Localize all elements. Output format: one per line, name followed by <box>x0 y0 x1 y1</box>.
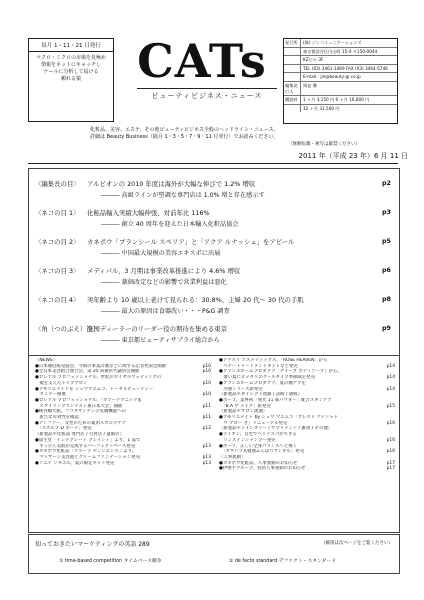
publisher-label <box>284 73 301 81</box>
news-index-right <box>219 358 395 472</box>
index-entry-text: 〈新製品＊トイレタリー / サプリメント / 雑貨 / その他〉 <box>219 426 333 432</box>
toc-title: 実年齢より 10 歳以上老けて見られる：30.8%、主婦 20 代～ 30 代の手肌 <box>87 296 304 304</box>
index-entry-text: ●桃谷順天館、フコキサンチンの皮膚機能への <box>35 409 126 415</box>
publisher-value: E-mail：jin@beauty-gr.co.jp <box>303 74 361 80</box>
publisher-row <box>284 65 397 74</box>
toc-subtitle: ――― 東京都ビューティサプライ総合から <box>101 337 220 344</box>
publisher-label <box>284 65 301 73</box>
index-entry[interactable] <box>219 466 395 472</box>
toc-title: アルビオンの 2010 年度は海外が大幅な伸びで 1.2% 増収 <box>87 180 256 188</box>
toc-title: カネボウ「ブランシール スペリア」と「アクア ルナッシュ」をアピール <box>87 238 295 246</box>
news-index-left <box>35 358 211 466</box>
index-entry-text: 髪を支えたトップサロン <box>35 380 88 386</box>
toc-subtitle: ――― 創立 40 周年を迎えた日本輸入化粧品協会 <box>101 221 239 228</box>
index-entry-text: ●アモリエメイドを シュウウエムラ、トータルビューティー <box>35 386 154 392</box>
index-entry-text: 「B.A ザ メイク」新発売 <box>219 403 271 409</box>
index-entry-page: p17 <box>386 460 395 466</box>
publisher-row <box>284 56 397 65</box>
publisher-row <box>284 105 397 113</box>
index-entry-text: ●クラシエホームプロダクツ、夏の潮ケアを <box>219 380 306 386</box>
index-entry-text: ●ライオン、自宅でヘッドスパができる <box>219 432 297 438</box>
marketing-english-item: ① time-based competition タイムベース競争 <box>59 559 162 564</box>
masthead-subtitle: ビューティビジネス・ニュース <box>137 88 277 101</box>
tagline <box>29 52 113 83</box>
index-entry-text: 「スカルプ D ボーテ」発売 <box>35 426 92 432</box>
index-entry-page: p17 <box>386 466 395 472</box>
index-entry-page: p12 <box>202 426 211 432</box>
marketing-english-box <box>28 534 400 574</box>
tagline-line: マクロ・ミクロの市場を見極め <box>35 55 106 61</box>
publisher-value: (株) ジンコミュニケーションズ <box>303 40 362 45</box>
index-entry-text: 〈新製品＊サロン流通〉 <box>219 409 268 415</box>
toc-page: p3 <box>381 208 391 216</box>
publisher-value: TEL (03) 3461-1469 FAX (03) 3464-5746 <box>303 65 388 71</box>
index-entry-text: すっぴん美肌が完成するパーフェクトベース発売 <box>35 443 136 449</box>
index-entry-text: ●カネボウ化粧品、人事異動のお知らせ <box>219 460 298 466</box>
intro-line: 化粧品、美容、エステ、その他ビューティビジネス全般のヘッドライン・ニュース、 <box>90 127 279 133</box>
index-entry-text: スタイリングコンテスト東日本大会」開催 <box>35 403 123 409</box>
publisher-value: KZビル 3F <box>303 57 324 63</box>
index-entry-page: p11 <box>202 403 211 409</box>
publisher-row <box>284 39 397 48</box>
toc-subtitle: ――― 薬価改定などの影響で営業利益は悪化 <box>101 279 227 286</box>
index-entry-text: リンスインシャンプー発売 <box>219 437 276 443</box>
publisher-label <box>284 56 301 64</box>
intro-line: 詳細は Beauty Business（隔月 1・3・5・7・9・11 月発行）でお読みください。 <box>90 134 279 140</box>
index-entry-page: p13 <box>202 460 211 466</box>
tagline-box <box>28 38 114 122</box>
index-entry-text: ウ グロー ぎ」リニューアル発売 <box>219 420 288 426</box>
toc-subtitle: ――― 最大の原因は食器洗い・・・P&G 調査 <box>101 308 230 315</box>
index-entry-page: p10 <box>202 392 211 398</box>
publisher-row <box>284 48 397 57</box>
index-entry-text: ●ポーラ、正しい全身バランスへと導く <box>219 443 297 449</box>
marketing-english-heading: 知っておきたいマーケティングの英語 289 <box>35 541 150 548</box>
toc-page: p5 <box>381 237 391 245</box>
toc-page: p8 <box>381 295 391 303</box>
index-entry-page: p14 <box>386 375 395 381</box>
index-entry-page: p13 <box>202 443 211 449</box>
index-entry-text: ●アナスイ コスメティックス、「ROSE HEAVEN」から <box>219 358 328 363</box>
issue-days: 毎月 1・11・21 日発行 <box>29 39 113 52</box>
index-entry-page: p11 <box>202 415 211 421</box>
index-entry-page: p10 <box>202 380 211 386</box>
index-entry[interactable] <box>35 461 211 467</box>
index-entry-text: ●ソニア リキエル、夏の限定キット発売 <box>35 460 115 466</box>
index-entry-text: 〈NEWS〉 <box>35 358 57 363</box>
toc-category: 〈角（つのぶえ）笛〉 <box>35 325 99 333</box>
index-entry-text: 〈人事異動〉 <box>219 454 246 460</box>
index-entry-text: ●伊勢半グループ、役員人事異動のお知らせ <box>219 466 306 472</box>
toc-title: メディパル、3 月期は事業改革推進により 4.6% 増収 <box>87 267 241 275</box>
index-entry-text: ●カネボウ化粧品「アユーラ センシエンス」より、 <box>35 449 137 455</box>
publisher-label <box>284 48 301 56</box>
toc-subtitle: ――― 高級ラインが堅調な専門店は 1.0% 増と存在感示す <box>101 192 265 199</box>
publisher-value: 1 ヶ月 3,150 円 6 ヶ月 16,800 円 <box>303 97 370 103</box>
index-entry-text: 冷感シリーズ新発売 <box>219 386 263 392</box>
publisher-value: 東京都渋谷区円山町 15-4 〒150-0044 <box>303 48 378 54</box>
index-entry-page: p16 <box>386 420 395 426</box>
index-entry-page: p15 <box>386 403 395 409</box>
index-entry-text: ●ロレアル プロフェッショナル、「カラーテクニック＆ <box>35 397 142 403</box>
header-rule <box>28 163 398 164</box>
index-entry-text: ●ポーラ、業界初「発光 11 層パウダー」配合スキンケア <box>219 397 332 403</box>
toc-category: 〈ネコの目 3〉 <box>35 267 80 275</box>
toc-page: p2 <box>381 179 391 187</box>
index-entry-text: 〈新製品＊化粧品 専門店 / 百貨店 / 量販店〉 <box>35 432 124 438</box>
toc-category: 〈編集長の目〉 <box>35 180 80 188</box>
index-entry-text: ●資生堂「インテグレート グレイシィ」より、1 品で <box>35 437 141 443</box>
index-entry-text: マッサージ美容液とクリームファンデーション発売 <box>35 454 140 460</box>
toc-category: 〈ネコの目 2〉 <box>35 238 80 246</box>
publisher-box <box>283 38 398 124</box>
index-entry-text: セミナー開催 <box>35 392 66 398</box>
index-entry-page: p16 <box>386 437 395 443</box>
publisher-value: 岡並 徹 <box>303 82 317 88</box>
index-entry-text: ●全日本美容組合連合会、第 35 回通常代議員会開催 <box>35 369 140 375</box>
toc-title: 化粧品輸入実績大幅伸張、対前年比 116% <box>87 209 210 217</box>
table-of-contents <box>28 168 400 356</box>
publisher-value: 12 ヶ月 31,500 円 <box>303 105 340 111</box>
publisher-label: 発行所 <box>284 39 301 47</box>
publisher-label <box>284 105 301 113</box>
index-entry-text: 新たな有効性を確認 <box>35 415 79 421</box>
index-entry-text: ヘアートリートメントキットなど発売 <box>219 363 298 369</box>
toc-title: 全国ディーラーのリーダー役の期待を集める東京 <box>87 325 228 333</box>
index-entry-page: p10 <box>202 369 211 375</box>
toc-category: 〈ネコの目 1〉 <box>35 209 80 217</box>
tagline-line: ケールに分析して届ける <box>43 69 99 75</box>
toc-page: p6 <box>381 266 391 274</box>
index-entry-text: 暑い夏にピッタリのクールタイプ季節限定発売 <box>219 375 315 381</box>
intro-text <box>90 127 410 148</box>
index-entry-page: p14 <box>386 386 395 392</box>
index-entry-text: ●日本通信販売協会、今期の事業計画などに関する記者発表会開催 <box>35 363 167 369</box>
publisher-label: 購読料 <box>284 96 301 104</box>
news-index <box>28 354 400 533</box>
index-entry-page: p13 <box>202 454 211 460</box>
masthead-logo: CATs <box>137 34 267 88</box>
issue-date: 2011 年（平成 23 年）6 月 11 日 <box>298 152 408 160</box>
index-entry-page: p14 <box>386 363 395 369</box>
index-entry-page: p16 <box>386 449 395 455</box>
marketing-english-note: （解説は次ページをご覧ください） <box>321 541 393 546</box>
index-entry-text: ●ロレアル プロフェッショナル、世紀のロイヤルウェディングの <box>35 375 162 381</box>
publisher-row <box>284 82 397 96</box>
publisher-label: 編集発行人 <box>284 82 301 95</box>
toc-page: p9 <box>381 324 391 332</box>
tagline-line: 情報をネットにキャッチし <box>40 62 101 68</box>
toc-category: 〈ネコの目 4〉 <box>35 296 80 304</box>
index-entry-page: p10 <box>202 363 211 369</box>
index-entry-text: 「カサハラ式健康ふんばりサンダル」発売 <box>219 449 304 455</box>
publisher-row <box>284 96 397 105</box>
toc-subtitle: ――― 中国最大規模の美容エキスポに出展 <box>101 250 221 257</box>
index-entry-text: ●クラシエホームプロダクツ「ナイーブ ボディソープ」から、 <box>219 369 342 375</box>
index-entry-text: ●アモリエメイド by シュウ ウエムラ「ブレスド アイシャド <box>219 415 338 421</box>
intro-note: （無断転載・複写は厳禁ください） <box>288 142 360 147</box>
tagline-line: 頼れる猿 <box>60 76 81 82</box>
index-entry-text: ●アンファー、女性のための薬用スカルプケア <box>35 420 127 426</box>
marketing-english-item: ② de facto standard デファクト・スタンダード <box>229 559 337 564</box>
index-entry-text: 〈新製品＊ダイレクト流通 / 訪販 / 通販〉 <box>219 392 303 398</box>
publisher-row <box>284 73 397 82</box>
